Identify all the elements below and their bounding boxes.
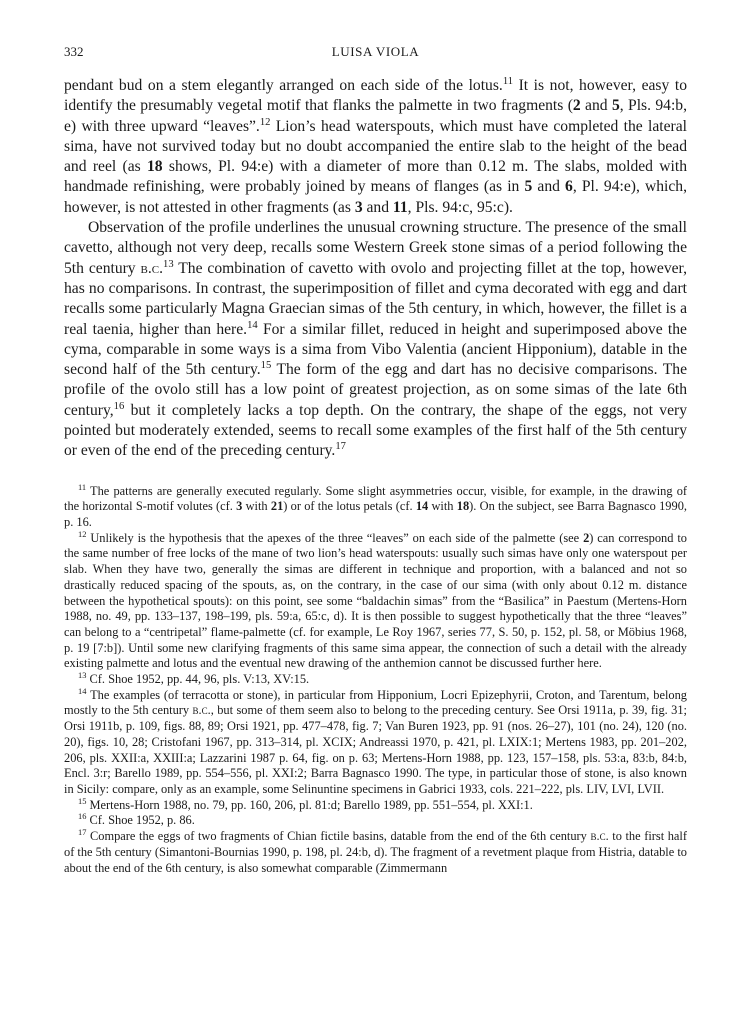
text-run: with xyxy=(428,499,457,514)
text-run: The patterns are generally executed regularly. Some slight asymmetries occur, visible, for example, in the drawing of the horizontal S-motif volutes (cf. xyxy=(64,483,688,514)
document-page xyxy=(64,44,687,876)
footnote-reference: 14 xyxy=(247,319,258,331)
text-run: Unlikely is the hypothesis that the apexes of the three “leaves” on each side of the palmette (see xyxy=(90,530,584,545)
footnote-number: 14 xyxy=(78,685,87,696)
footnote-reference: 16 xyxy=(113,400,125,412)
catalog-number: 3 xyxy=(354,198,363,216)
body-paragraph xyxy=(64,218,687,462)
footnote xyxy=(64,826,688,876)
footnote-number: 11 xyxy=(78,481,87,492)
text-run: For a similar fillet, reduced in height and superimposed above the cyma, comparable in some ways is a sima from Vibo Valentia (ancient Hipponium), datable in the second half of the 5th century. xyxy=(64,320,687,379)
footnote-reference: 13 xyxy=(163,258,174,270)
catalog-number: 6 xyxy=(565,178,573,196)
text-run: with xyxy=(242,499,271,514)
text-run: and xyxy=(532,178,566,196)
footnote-number: 12 xyxy=(78,528,87,539)
text-run: Compare the eggs of two fragments of Chian fictile basins, datable from the end of the 6th century xyxy=(90,829,591,844)
catalog-number: 18 xyxy=(147,158,163,176)
catalog-number: 14 xyxy=(415,499,429,514)
text-run: , but some of them seem also to belong to the preceding century. See Orsi 1911a, p. 39, fig. 31; Orsi 1911b, p. 109, figs. 88, 89; Orsi 1921, pp. 477–478, fig. 7; Van Buren 1923, pp. 91 (nos. 26–27), 101 (no. 24), 120 (no. 20), figs. 10, 28; Cristofani 1967, pp. 313–314, pl. XCIX; Andreassi 1970, p. 421, pl. LXIX:1; Mertens 1983, pp. 201–202, 206, pls. XXII:a, XXIII:a; Lazzarini 1987 p. 64, fig. on p. 63; Mertens-Horn 1988, pp. 123, 157–158, pls. 53:a, 83:b, 84:b, Encl. 3:r; Barello 1989, pp. 554–556, pl. XXI:2; Barra Bagnasco 1990. The type, in particular those of stone, is also known in Sicily: compare, only as an example, some Selinuntine specimens in Gabrici 1933, cols. 221–222, pls. LIV, LVI, LVII. xyxy=(64,703,687,796)
text-run: Cf. Shoe 1952, p. 86. xyxy=(89,813,195,828)
footnote xyxy=(64,669,687,688)
catalog-number: 2 xyxy=(583,530,590,545)
text-run: The examples (of terracotta or stone), in particular from Hipponium, Locri Epizephyrii, Croton, and Tarentum, belong mostly to the 5th century xyxy=(64,687,687,718)
catalog-number: 21 xyxy=(270,499,284,514)
text-run: Lion’s head waterspouts, which must have completed the lateral sima, have not survived today but no doubt accompanied the entire slab to the height of the bead and reel (as xyxy=(64,117,687,176)
footnote xyxy=(64,813,687,829)
catalog-number: 11 xyxy=(392,198,408,216)
text-run: but it completely lacks a top depth. On the contrary, the shape of the eggs, not very pointed but moderately extended, seems to recall some examples of the first half of the 5th century or even of the end of the preceding century. xyxy=(64,401,687,460)
text-run: Observation of the profile underlines the unusual crowning structure. The presence of the small cavetto, although not very deep, recalls some Western Greek stone simas of a period following the 5th century xyxy=(64,219,687,277)
catalog-number: 18 xyxy=(456,499,470,514)
footnote-reference: 12 xyxy=(259,116,271,128)
page-number: 332 xyxy=(64,44,84,59)
catalog-number: 2 xyxy=(572,97,581,115)
footnote-reference: 17 xyxy=(335,441,346,453)
body-text xyxy=(64,76,687,462)
page-header xyxy=(64,44,687,66)
text-run: Mertens-Horn 1988, no. 79, pp. 160, 206, pl. 81:d; Barello 1989, pp. 551–554, pl. XXI:1. xyxy=(89,797,533,812)
running-head: LUISA VIOLA xyxy=(331,44,420,59)
small-caps-text: b.c. xyxy=(192,703,211,718)
catalog-number: 3 xyxy=(236,499,243,514)
small-caps-text: b.c. xyxy=(590,829,609,844)
small-caps-text: b.c. xyxy=(140,259,164,277)
footnote xyxy=(64,795,687,814)
footnote-reference: 15 xyxy=(260,359,272,371)
text-run: and xyxy=(362,198,393,216)
text-run: The form of the egg and dart has no decisive comparisons. The profile of the ovolo still has a low point of greatest projection, as on some simas of the late 6th century, xyxy=(64,361,687,419)
footnote xyxy=(64,481,688,531)
text-run: , Pls. 94:c, 95:c). xyxy=(407,198,513,216)
catalog-number: 5 xyxy=(611,97,620,115)
text-run: shows, Pl. 94:e) with a diameter of more than 0.12 m. The slabs, molded with handmade refinishing, were probably joined by means of flanges (as in xyxy=(64,158,687,196)
text-run: Cf. Shoe 1952, pp. 44, 96, pls. V:13, XV:15. xyxy=(89,672,310,687)
footnote-number: 17 xyxy=(78,826,87,837)
catalog-number: 5 xyxy=(524,178,533,196)
text-run: and xyxy=(580,97,612,115)
text-run: It is not, however, easy to identify the presumably vegetal motif that flanks the palmette in two fragments ( xyxy=(64,77,687,115)
footnotes xyxy=(64,481,688,877)
text-run: ). On the subject, see Barra Bagnasco 1990, p. 16. xyxy=(64,499,687,530)
text-run: pendant bud on a stem elegantly arranged on each side of the lotus. xyxy=(64,77,503,94)
footnote-number: 15 xyxy=(78,795,87,806)
footnote-number: 16 xyxy=(78,811,87,822)
text-run: ) can correspond to the same number of free locks of the mane of two lion’s head waterspouts: usually such simas have only one waterspout per slab. When they have two, generally the simas are different in technique and proportion, with a balanced and not so drastically reduced spacing of the spouts, as, on the contrary, in the case of our sima (with only about 0.12 m. distance between the hypothetical spouts): on this point, see some “baldachin simas” from the “Basilica” in Paestum (Mertens-Horn 1988, no. 49, pp. 133–137, 198–199, pls. 59:a, 65:c, d). It is then possible to suggest hypothetically that the three “leaves” can belong to a “centripetal” flame-palmette (cf. for example, Le Roy 1967, series 77, S. 50, p. 152, pl. 58, or Möbius 1968, p. 19 [7:b]). Until some new clarifying fragments of this same sima appear, the connection of such a detail with the already existing palmette and lotus and the eventual new drawing of the anthemion cannot be discussed further here. xyxy=(64,530,687,671)
text-run: The combination of cavetto with ovolo and projecting fillet at the top, however, has no comparisons. In contrast, the superimposition of fillet and cyma decorated with egg and dart recalls some particularly Magna Graecian simas of the 5th century, in which, however, the fillet is a real taenia, higher than here. xyxy=(64,259,687,338)
footnote xyxy=(64,528,687,672)
body-paragraph xyxy=(64,76,687,218)
footnote-number: 13 xyxy=(78,669,87,680)
text-run: , Pls. 94:b, e) with three upward “leaves”. xyxy=(64,97,687,135)
text-run: ) or of the lotus petals (cf. xyxy=(283,499,416,514)
text-run: , Pl. 94:e), which, however, is not attested in other fragments (as xyxy=(64,178,687,216)
footnote xyxy=(64,685,687,798)
footnote-reference: 11 xyxy=(502,75,514,87)
text-run: to the first half of the 5th century (Simantoni-Bournias 1990, p. 198, pl. 24:b, d). The fragment of a revetment plaque from Histria, datable to about the end of the 6th century, is also somewhat comparable (Zimmermann xyxy=(64,829,688,875)
